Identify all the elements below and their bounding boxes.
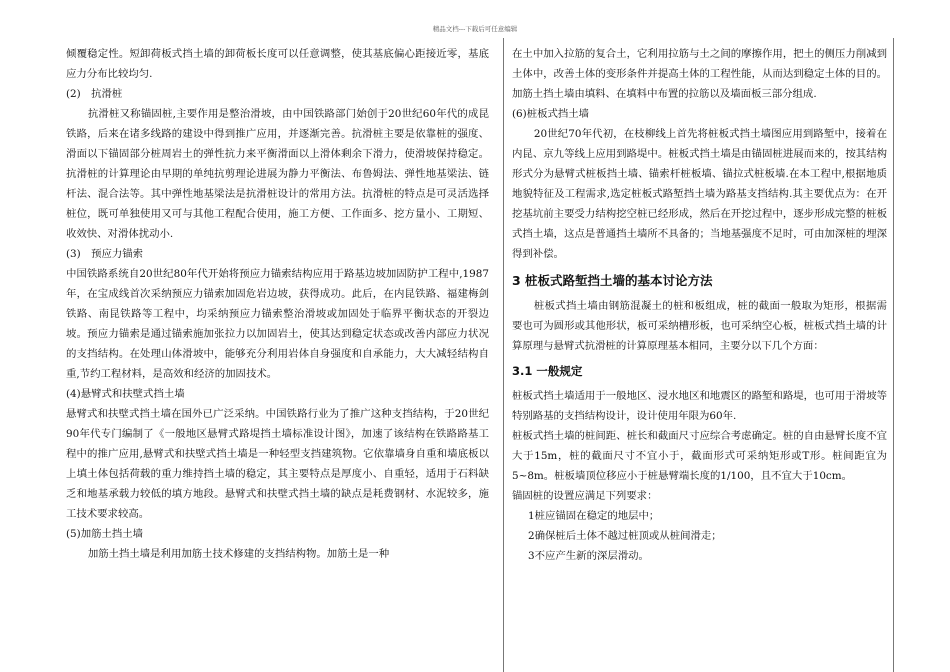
left-paragraph: (2) 抗滑桩: [66, 88, 123, 100]
left-paragraph: 悬臂式和扶壁式挡土墙在国外已广泛采纳。中国铁路行业为了推广这种支挡结构，于20世纪90年代专门编制了《一般地区悬臂式路堤挡土墙标准设计图》，加速了该结构在铁路路基工程中的推广应用,悬臂式和扶壁式挡土墙是一种轻型支挡建筑物。它依靠墙身自重和墙底板以上填土体包括荷载的重力维持挡土墙的稳定，其主要特点是厚度小、自重轻，适用于石料缺乏和地基承载力较低的填方地段。悬臂式和扶壁式挡土墙的缺点是耗费钢材、水泥较多，施工技术要求较高。: [66, 408, 489, 520]
left-page: [60, 38, 504, 672]
left-paragraph: 倾覆稳定性。短卸荷板式挡土墙的卸荷板长度可以任意调整，使其基底偏心距接近零，基底应力分布比较均匀.: [66, 48, 489, 80]
left-paragraph: 中国铁路系统自20世纪80年代开始将预应力锚索结构应用于路基边坡加固防护工程中,1987年，在宝成线首次采纳预应力锚索加固危岩边坡，获得成功。此后，在内昆铁路、福建梅剑铁路、南昆铁路等工程中，均采纳预应力锚索整治滑坡或加固处于临界平衡状态的开裂边坡。预应力锚索是通过锚索施加张拉力以加固岩土，使其达到稳定状态或改善内部应力状况的支挡结构。在处理山体滑坡中，能够充分利用岩体自身强度和自承能力，大大减轻结构自重,节约工程材料，是高效和经济的加固技术。: [66, 268, 489, 380]
right-paragraph: 桩板式挡土墙适用于一般地区、浸水地区和地震区的路堑和路堤，也可用于滑坡等特别路基的支挡结构设计，设计使用年限为60年.: [512, 390, 887, 422]
right-paragraph: 在土中加入拉筋的复合土，它利用拉筋与土之间的摩擦作用，把土的侧压力削减到土体中，改善土体的变形条件并提高土体的工程性能，从而达到稳定土体的目的。加筋土挡土墙由填料、在填料中布置的拉筋以及墙面板三部分组成.: [512, 48, 887, 100]
list-item: 3不应产生新的深层滑动。: [528, 550, 649, 562]
right-paragraph: 桩板式挡土墙的桩间距、桩长和截面尺寸应综合考虑确定。桩的自由悬臂长度不宜大于15m，桩的截面尺寸不宜小于，截面形式可采纳矩形或T形。桩间距宜为5~8m。桩板墙顶位移应小于桩悬臂端长度的1/100，且不宜大于10cm。: [512, 430, 887, 482]
subsection-heading: 3.1 一般规定: [512, 364, 583, 378]
header-note: 精品文档---下载后可任意编辑: [432, 25, 518, 33]
list-item: 1桩应锚固在稳定的地层中；: [528, 510, 660, 522]
left-paragraph: (4)悬臂式和扶壁式挡土墙: [66, 388, 185, 400]
left-paragraph: (5)加筋土挡土墙: [66, 528, 144, 540]
left-paragraph: 加筋土挡土墙是利用加筋土技术修建的支挡结构物。加筋土是一种: [87, 548, 390, 560]
right-paragraph: 20世纪70年代初，在枝柳线上首先将桩板式挡土墙图应用到路堑中，接着在内昆、京九等线上应用到路堤中。桩板式挡土墙是由锚固桩进展而来的，按其结构形式分为悬臂式桩板挡土墙、锚索杆桩板墙、锚拉式桩板墙.在本工程中,根据地质地貌特征及工程需求,选定桩板式路堑挡土墙为路基支挡结构.其主要优点为：在开挖基坑前主要受力结构挖空桩已经形成，然后在开挖过程中，逐步形成完整的桩板式挡土墙，这点是普通挡土墙所不具备的；当地基强度不足时，可由加深桩的埋深得到补偿。: [512, 128, 887, 260]
list-item: 2确保桩后土体不越过桩顶或从桩间滑走；: [528, 530, 722, 542]
right-paragraph: 桩板式挡土墙由钢筋混凝土的桩和板组成，桩的截面一般取为矩形，根据需要也可为圆形或其他形状，板可采纳槽形板，也可采纳空心板，桩板式挡土墙的计算原理与悬臂式抗滑桩的计算原理基本相同，主要分以下几个方面：: [512, 300, 887, 352]
right-page: [504, 38, 894, 672]
right-paragraph: 锚固桩的设置应满足下列要求：: [512, 490, 658, 502]
left-paragraph: (3) 预应力锚索: [66, 248, 144, 260]
left-paragraph: 抗滑桩又称锚固桩,主要作用是整治滑坡，由中国铁路部门始创于20世纪60年代的成昆铁路，后来在诸多线路的建设中得到推广应用，并逐渐完善。抗滑桩主要是依靠桩的强度、滑面以下锚固部分桩周岩土的弹性抗力来平衡滑面以上滑体剩余下滑力，使滑坡保持稳定。抗滑桩的计算理论由早期的单纯抗剪理论进展为静力平衡法、布鲁姆法、弹性地基梁法、链杆法、混合法等。其中弹性地基梁法是抗滑桩设计的常用方法。抗滑桩的特点是可灵活选择桩位，既可单独使用又可与其他工程配合使用，施工方便、工作面多、挖方量小、工期短、收效快、对滑体扰动小.: [66, 108, 489, 240]
section-heading: 3 桩板式路堑挡土墙的基本讨论方法: [512, 273, 713, 288]
right-paragraph: (6)桩板式挡土墙: [512, 108, 590, 120]
